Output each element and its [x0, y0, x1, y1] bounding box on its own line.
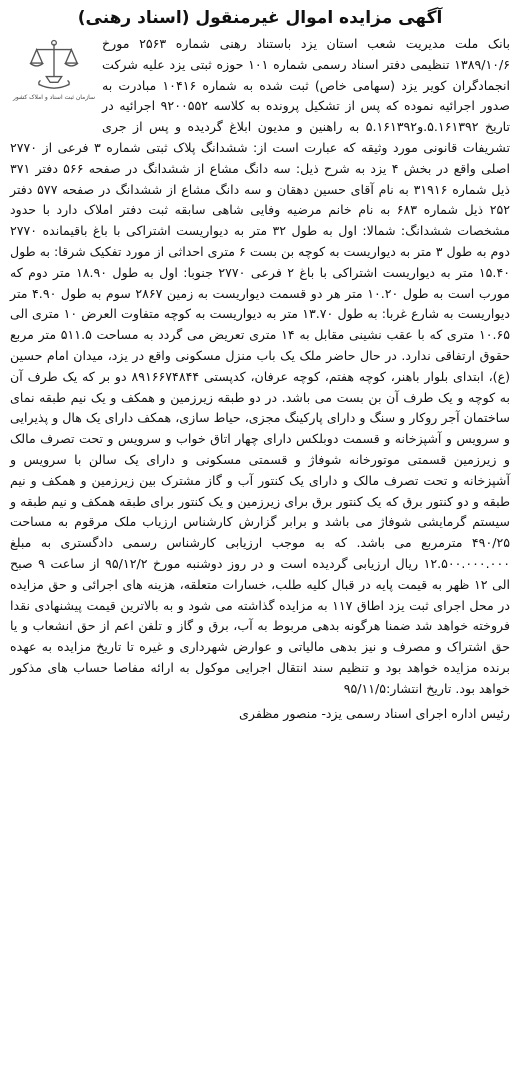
- notice-body: [10, 34, 510, 700]
- judiciary-emblem-icon: [25, 38, 83, 92]
- emblem-caption: سازمان ثبت اسناد و املاک کشور: [12, 94, 96, 101]
- notice-title: آگهی مزایده اموال غیرمنقول (اسناد رهنی): [77, 8, 443, 28]
- emblem-logo: [12, 38, 96, 116]
- notice-body-text: بانک ملت مدیریت شعب استان یزد باستناد رهنی شماره ۲۵۶۳ مورخ ۱۳۸۹/۱۰/۶ تنظیمی دفتر اسناد رسمی شماره ۱۰۱ حوزه ثبتی یزد علیه شرکت انجمادگران کویر یزد (سهامی خاص) ثبت شده به شماره ۱۰۴۱۶ مبادرت به صدور اجرائیه نموده که پس از تشکیل پرونده به کلاسه ۹۲۰۰۵۵۲ اجرائیه در تاریخ ۵.۱۶۱۳۹۲.و۵.۱۶۱۳۹۲ به راهنین و مدیون ابلاغ گردیده و پس از جری تشریفات قانونی مورد وثیقه که عبارت است از: ششدانگ پلاک ثبتی شماره ۳ فرعی از ۲۷۷۰ اصلی واقع در بخش ۴ یزد به شرح ذیل: سه دانگ مشاع از ششدانگ در صفحه ۵۶۶ دفتر ۳۷۱ ذیل شماره ۳۱۹۱۶ به نام آقای حسین دهقان و سه دانگ مشاع از ششدانگ در صفحه ۵۷۷ دفتر ۲۵۲ ذیل شماره ۶۸۳ به نام خانم مرضیه وفایی شاهی سابقه ثبت دفتر املاک دارد با حدود مشخصات ششدانگ: شمالا: اول به طول ۳۲ متر به دیواریست اشتراکی با باغ باقیمانده ۲۷۷۰ دوم به طول ۳ متر به دیواریست به کوچه بن بست ۶ متری احداثی از مورد تفکیک شرقا: به طول ۱۵.۴۰ متر به دیواریست اشتراکی با باغ ۲ فرعی ۲۷۷۰ جنوبا: اول به طول ۱۸.۹۰ متر دوم که مورب است به طول ۱۰.۲۰ متر هر دو قسمت دیواریست به زمین ۲۸۶۷ سوم به طول ۴.۹۰ متر دیواریست به شارع غربا: به طول ۱۳.۷۰ متر به دیواریست به کوچه متفاوت العرض ۱۰ متری الی ۱۰.۶۵ متری که با عقب نشینی مقابل به ۱۴ متری تعریض می گردد به مساحت ۵۱۱.۵ متر مربع حقوق ارتفاقی ندارد. در حال حاضر ملک یک باب منزل مسکونی واقع در یزد، میدان امام حسین (ع)، ابتدای بلوار باهنر، کوچه هفتم، کوچه عرفان، کدپستی ۸۹۱۶۶۷۴۸۴۴ دو بر که یک طرف آن به کوچه و یک طرف آن بن بست می باشد. در دو طبقه زیرزمین و همکف و یک نیم طبقه نمای ساختمان آجر روکار و سنگ و دارای پارکینگ مجزی، حیاط سازی، همکف دارای یک هال و پذیرایی و سرویس و آشپزخانه و قسمت دوبلکس دارای چهار اتاق خواب و سرویس و تحت تصرف مالک و زیرزمین قسمتی موتورخانه شوفاژ و قسمتی مسکونی و دارای یک سالن با سرویس و آشپزخانه و تحت تصرف مالک و دارای یک کنتور آب و گاز مشترک بین زیرزمین و همکف و نیم طبقه و دو کنتور برق که یک کنتور برق برای زیرزمین و یک کنتور برای طبقه همکف و نیم طبقه و سیستم گرمایشی شوفاژ می باشد و برابر گزارش کارشناس ارزیاب ملک مرقوم به مساحت ۴۹۰/۲۵ مترمربع می باشد. که به موجب ارزیابی کارشناس رسمی دادگستری به مبلغ ۱۲.۵۰۰.۰۰۰.۰۰۰ ریال ارزیابی گردیده است و در روز دوشنبه مورخ ۹۵/۱۲/۲ از ساعت ۹ صبح الی ۱۲ ظهر به قیمت پایه در قبال کلیه طلب، خسارات متعلقه، هزینه های اجرائی و حق مزایده در محل اجرای ثبت یزد اطاق ۱۱۷ به مزایده گذاشته می شود و به بالاترین قیمت پیشنهادی نقدا فروخته خواهد شد ضمنا هرگونه بدهی مربوط به آب، برق و گاز و تلفن اعم از حق انشعاب و یا حق اشتراک و مصرف و نیز بدهی مالیاتی و عوارض شهرداری و غیره تا تاریخ مزایده به عهده برنده مزایده خواهد بود و تنظیم سند انتقال اجرایی موکول به ارائه مفاصا حساب های مذکور خواهد بود. تاریخ انتشار:۹۵/۱۱/۵: [10, 36, 511, 696]
- notice-signature: رئیس اداره اجرای اسناد رسمی یزد- منصور مظفری: [239, 705, 510, 721]
